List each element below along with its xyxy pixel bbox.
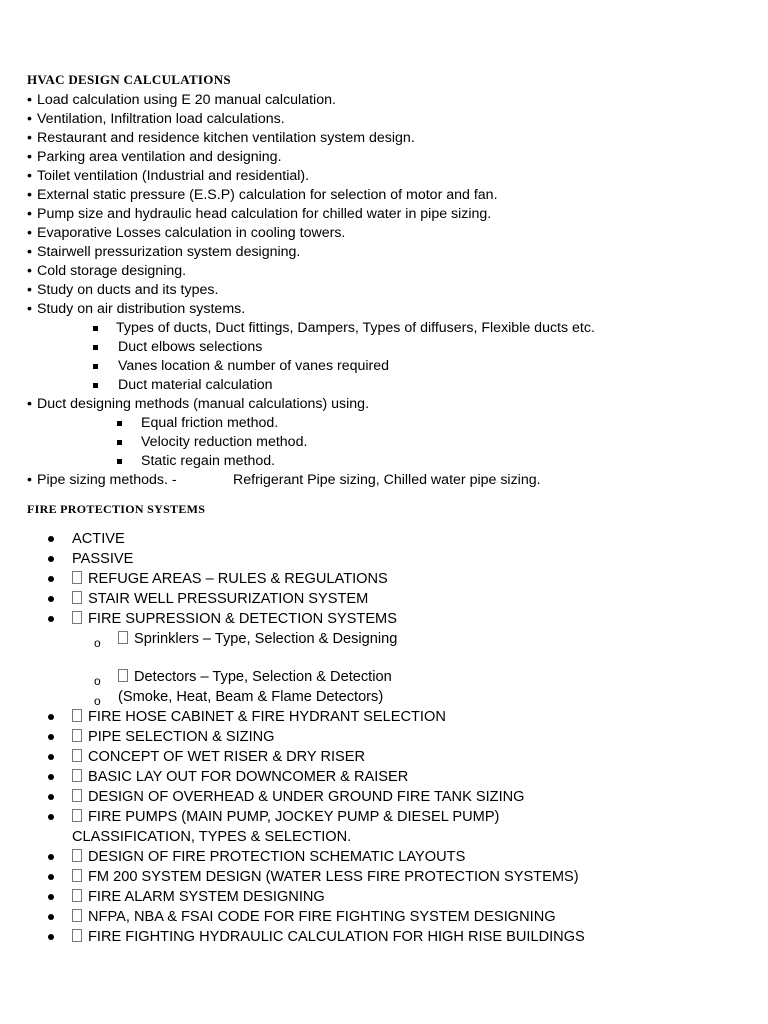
list-item: • Stairwell pressurization system designing. — [27, 244, 301, 260]
missing-glyph-icon — [118, 669, 128, 682]
bullet-icon — [48, 894, 54, 900]
bullet-icon — [48, 854, 54, 860]
list-item: FIRE HOSE CABINET & FIRE HYDRANT SELECTION — [0, 707, 768, 727]
missing-glyph-icon — [72, 889, 82, 902]
circle-bullet-icon: o — [94, 674, 101, 688]
missing-glyph-icon — [72, 809, 82, 822]
list-item: • Parking area ventilation and designing. — [27, 149, 282, 165]
square-bullet-icon — [93, 364, 98, 369]
bullet-icon — [48, 616, 54, 622]
list-item: STAIR WELL PRESSURIZATION SYSTEM — [0, 589, 768, 609]
list-item: CONCEPT OF WET RISER & DRY RISER — [0, 747, 768, 767]
list-item: • External static pressure (E.S.P) calculation for selection of motor and fan. — [27, 187, 498, 203]
list-item: • Study on air distribution systems. — [27, 301, 246, 317]
missing-glyph-icon — [72, 849, 82, 862]
missing-glyph-icon — [72, 789, 82, 802]
circle-bullet-icon: o — [94, 694, 101, 708]
missing-glyph-icon — [72, 749, 82, 762]
list-item: • Load calculation using E 20 manual calculation. — [27, 92, 336, 108]
bullet-icon — [48, 576, 54, 582]
sub-list-item: o Detectors – Type, Selection & Detection — [94, 669, 392, 688]
hvac-heading: HVAC DESIGN CALCULATIONS — [27, 72, 231, 87]
hvac-list — [27, 91, 747, 490]
sub-list-item: Duct material calculation — [27, 376, 747, 395]
list-item: • Evaporative Losses calculation in cooling towers. — [27, 225, 346, 241]
square-bullet-icon — [117, 421, 122, 426]
sub-list-item: Duct elbows selections — [27, 338, 747, 357]
missing-glyph-icon — [72, 709, 82, 722]
circle-bullet-icon: o — [94, 636, 101, 650]
missing-glyph-icon — [118, 631, 128, 644]
bullet-icon — [48, 934, 54, 940]
bullet-icon — [48, 794, 54, 800]
list-item: • Duct designing methods (manual calculations) using. — [27, 396, 370, 412]
square-bullet-icon — [93, 383, 98, 388]
square-bullet-icon — [93, 345, 98, 350]
missing-glyph-icon — [72, 571, 82, 584]
fire-heading: FIRE PROTECTION SYSTEMS — [27, 502, 206, 516]
list-item: FIRE ALARM SYSTEM DESIGNING — [0, 887, 768, 907]
list-item: DESIGN OF FIRE PROTECTION SCHEMATIC LAYOUTS — [0, 847, 768, 867]
sub-list-item: o Sprinklers – Type, Selection & Designing — [94, 631, 398, 650]
square-bullet-icon — [117, 440, 122, 445]
square-bullet-icon — [117, 459, 122, 464]
list-item: REFUGE AREAS – RULES & REGULATIONS — [0, 569, 768, 589]
list-item: FIRE SUPRESSION & DETECTION SYSTEMS — [0, 609, 768, 629]
list-item: PIPE SELECTION & SIZING — [0, 727, 768, 747]
fire-list — [0, 529, 768, 947]
sub-list-item: Equal friction method. — [27, 414, 747, 433]
bullet-icon — [48, 754, 54, 760]
list-item: PASSIVE — [0, 549, 768, 569]
list-item: • Toilet ventilation (Industrial and residential). — [27, 168, 310, 184]
bullet-icon — [48, 714, 54, 720]
list-item: ACTIVE — [0, 529, 768, 549]
bullet-icon — [48, 814, 54, 820]
list-item: BASIC LAY OUT FOR DOWNCOMER & RAISER — [0, 767, 768, 787]
sub-list-item: Vanes location & number of vanes required — [27, 357, 747, 376]
bullet-icon — [48, 596, 54, 602]
missing-glyph-icon — [72, 611, 82, 624]
list-item: • Pipe sizing methods. - Refrigerant Pipe sizing, Chilled water pipe sizing. — [27, 472, 541, 488]
sub-list-item: Types of ducts, Duct fittings, Dampers, Types of diffusers, Flexible ducts etc. — [27, 319, 747, 338]
missing-glyph-icon — [72, 591, 82, 604]
missing-glyph-icon — [72, 869, 82, 882]
bullet-icon — [48, 774, 54, 780]
bullet-icon — [48, 874, 54, 880]
missing-glyph-icon — [72, 909, 82, 922]
list-item-continuation: CLASSIFICATION, TYPES & SELECTION. — [72, 829, 352, 845]
list-item: NFPA, NBA & FSAI CODE FOR FIRE FIGHTING SYSTEM DESIGNING — [0, 907, 768, 927]
bullet-icon — [48, 536, 54, 542]
missing-glyph-icon — [72, 769, 82, 782]
sub-list-item: Velocity reduction method. — [27, 433, 747, 452]
bullet-icon — [48, 556, 54, 562]
missing-glyph-icon — [72, 729, 82, 742]
list-item: • Ventilation, Infiltration load calculations. — [27, 111, 285, 127]
missing-glyph-icon — [72, 929, 82, 942]
list-item: FM 200 SYSTEM DESIGN (WATER LESS FIRE PROTECTION SYSTEMS) — [0, 867, 768, 887]
list-item: • Restaurant and residence kitchen ventilation system design. — [27, 130, 415, 146]
bullet-icon — [48, 914, 54, 920]
list-item: DESIGN OF OVERHEAD & UNDER GROUND FIRE TANK SIZING — [0, 787, 768, 807]
bullet-icon — [48, 734, 54, 740]
sub-list-item: Static regain method. — [27, 452, 747, 471]
sub-list-item: o (Smoke, Heat, Beam & Flame Detectors) — [94, 689, 384, 708]
list-item: • Pump size and hydraulic head calculation for chilled water in pipe sizing. — [27, 206, 492, 222]
list-item: FIRE FIGHTING HYDRAULIC CALCULATION FOR HIGH RISE BUILDINGS — [0, 927, 768, 947]
list-item: • Study on ducts and its types. — [27, 282, 219, 298]
list-item: FIRE PUMPS (MAIN PUMP, JOCKEY PUMP & DIESEL PUMP) — [0, 807, 768, 827]
square-bullet-icon — [93, 326, 98, 331]
list-item: • Cold storage designing. — [27, 263, 187, 279]
